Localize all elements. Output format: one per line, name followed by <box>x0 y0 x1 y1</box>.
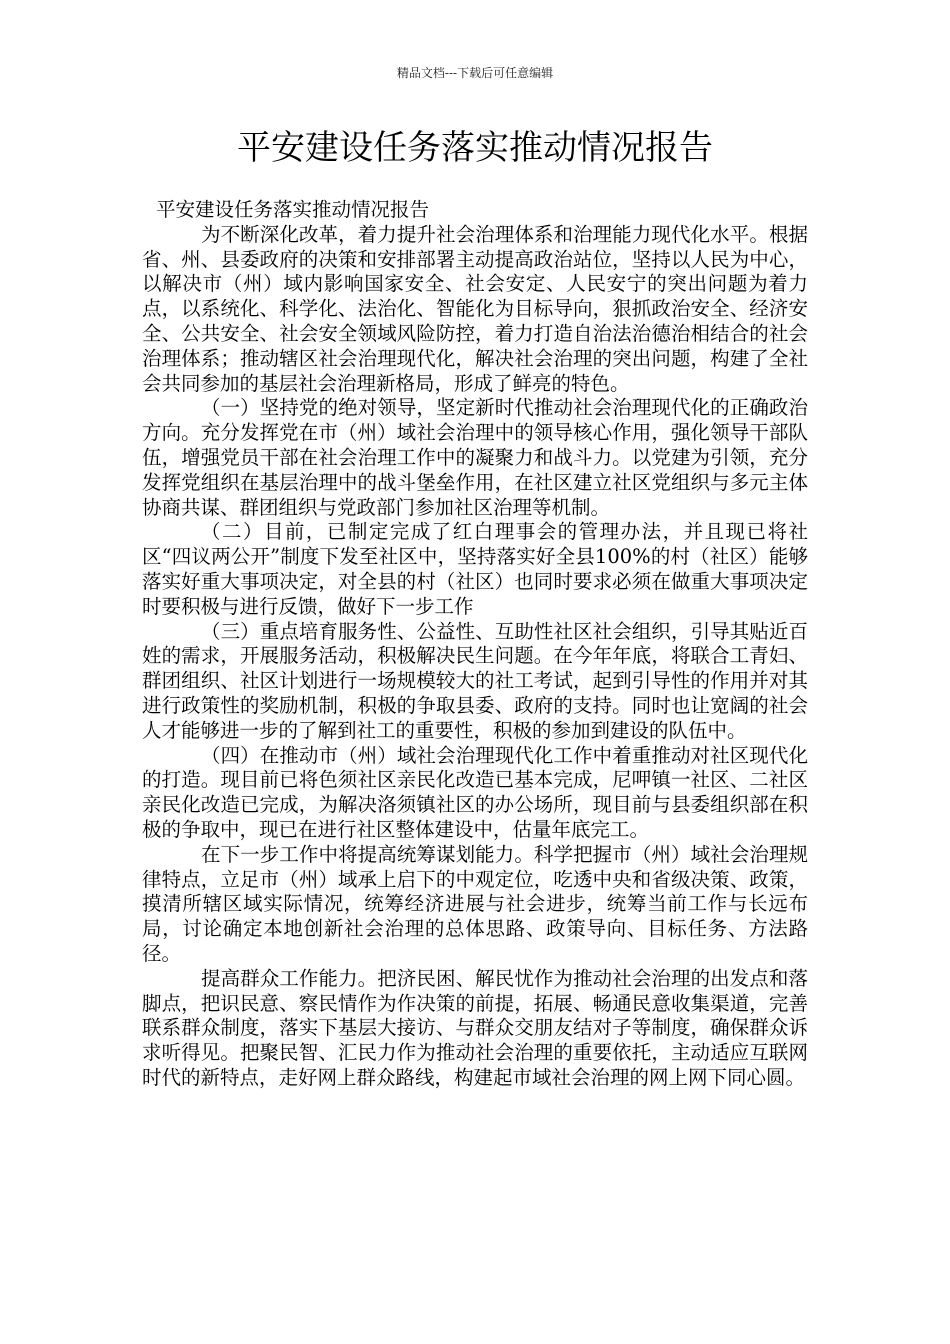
paragraph-2: （二）目前，已制定完成了红白理事会的管理办法，并且现已将社区“四议两公开”制度下发至社区中，坚持落实好全县100%的村（社区）能够落实好重大事项决定，对全县的村（社区）也同时要求必须在做重大事项决定时要积极与进行反馈，做好下一步工作 <box>142 520 808 618</box>
paragraph-mass-work: 提高群众工作能力。把济民困、解民忧作为推动社会治理的出发点和落脚点，把识民意、察民情作为作决策的前提，拓展、畅通民意收集渠道，完善联系群众制度，落实下基层大接访、与群众交朋友结对子等制度，确保群众诉求听得见。把聚民智、汇民力作为推动社会治理的重要依托，主动适应互联网时代的新特点，走好网上群众路线，构建起市域社会治理的网上网下同心圆。 <box>142 966 808 1089</box>
paragraph-3: （三）重点培育服务性、公益性、互助性社区社会组织，引导其贴近百姓的需求，开展服务活动，积极解决民生问题。在今年年底，将联合工青妇、群团组织、社区计划进行一场规模较大的社工考试，起到引导性的作用并对其进行政策性的奖励机制，积极的争取县委、政府的支持。同时也让宽阔的社会人才能够进一步的了解到社工的重要性，积极的参加到建设的队伍中。 <box>142 619 808 742</box>
paragraph-intro: 为不断深化改革，着力提升社会治理体系和治理能力现代化水平。根据省、州、县委政府的决策和安排部署主动提高政治站位，坚持以人民为中心，以解决市（州）域内影响国家安全、社会安定、人民安宁的突出问题为着力点，以系统化、科学化、法治化、智能化为目标导向，狠抓政治安全、经济安全、公共安全、社会安全领域风险防控，着力打造自治法治德治相结合的社会治理体系；推动辖区社会治理现代化，解决社会治理的突出问题，构建了全社会共同参加的基层社会治理新格局，形成了鲜亮的特色。 <box>142 222 808 395</box>
document-body <box>142 198 808 1091</box>
document-subtitle: 平安建设任务落实推动情况报告 <box>156 198 430 221</box>
paragraph-4: （四）在推动市（州）域社会治理现代化工作中着重推动对社区现代化的打造。现目前已将色须社区亲民化改造已基本完成，尼呷镇一社区、二社区亲民化改造已完成，为解决洛须镇社区的办公场所，现目前与县委组织部在积极的争取中，现已在进行社区整体建设中，估量年底完工。 <box>142 743 808 841</box>
document-title: 平安建设任务落实推动情况报告 <box>237 128 713 168</box>
paragraph-1: （一）坚持党的绝对领导，坚定新时代推动社会治理现代化的正确政治方向。充分发挥党在市（州）域社会治理中的领导核心作用，强化领导干部队伍，增强党员干部在社会治理工作中的凝聚力和战斗力。以党建为引领，充分发挥党组织在基层治理中的战斗堡垒作用，在社区建立社区党组织与多元主体协商共谋、群团组织与党政部门参加社区治理等机制。 <box>142 396 808 519</box>
paragraph-next-steps: 在下一步工作中将提高统筹谋划能力。科学把握市（州）域社会治理规律特点，立足市（州）域承上启下的中观定位，吃透中央和省级决策、政策，摸清所辖区域实际情况，统筹经济进展与社会进步，统筹当前工作与长远布局，讨论确定本地创新社会治理的总体思路、政策导向、目标任务、方法路径。 <box>142 842 808 965</box>
header-note: 精品文档---下载后可任意编辑 <box>396 66 554 80</box>
